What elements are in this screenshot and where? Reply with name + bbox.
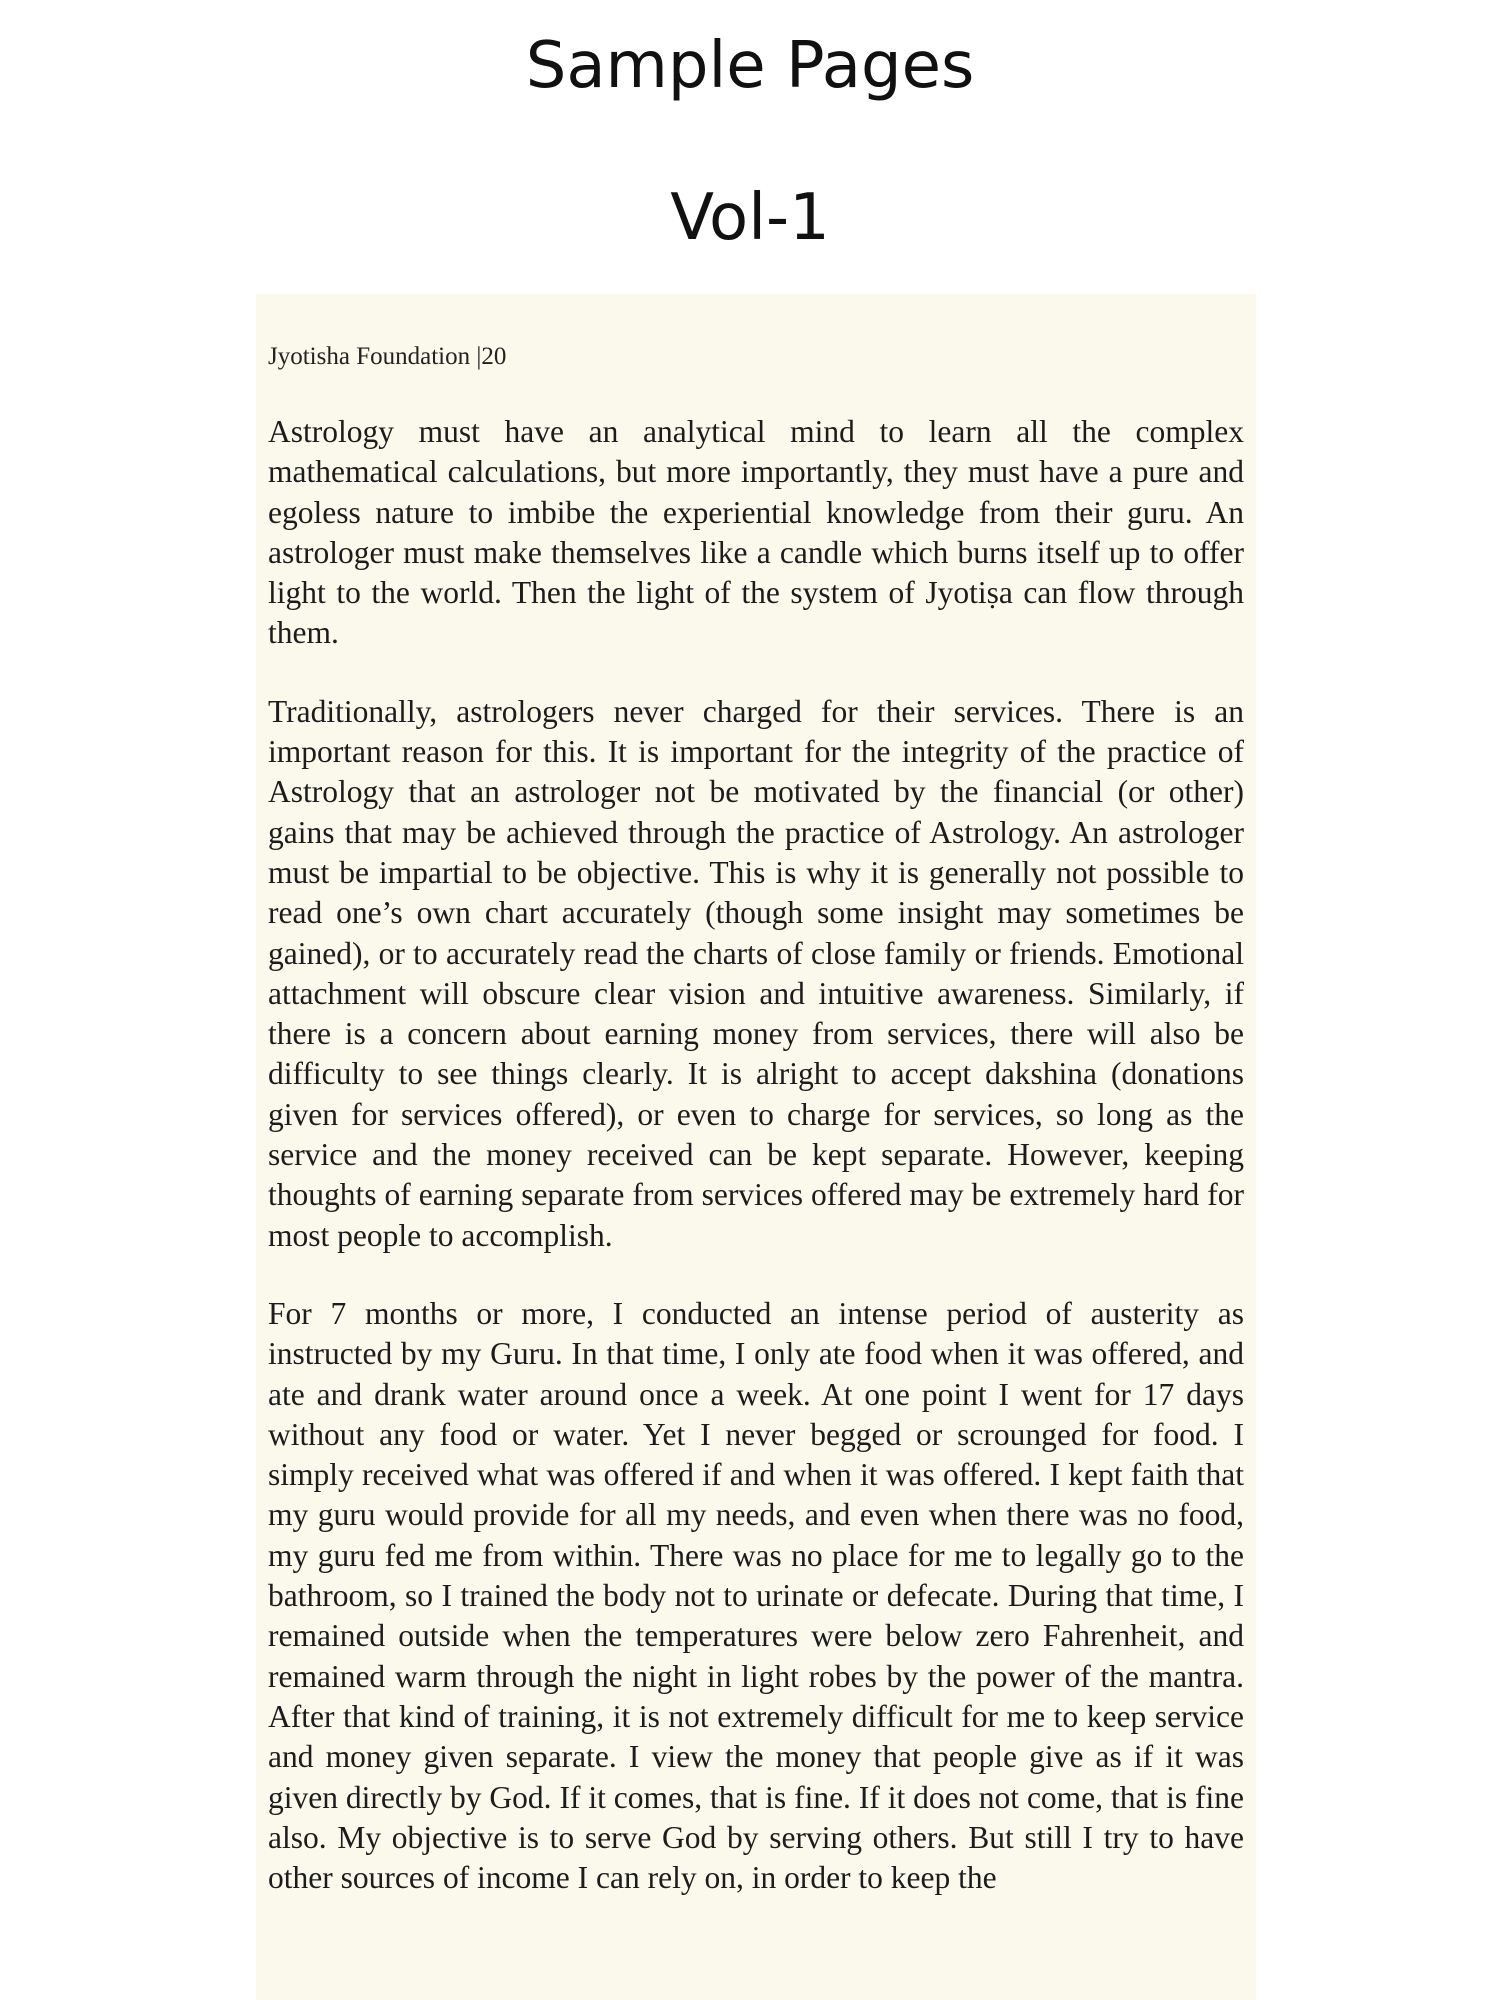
volume-label: Vol-1: [670, 181, 830, 255]
running-head: Jyotisha Foundation |20: [268, 343, 507, 370]
paragraph-3: For 7 months or more, I conducted an intense period of austerity as instructed by my Guru. In that time, I only ate food when it was offered, and ate and drank water around once a week. At one point I went for 17 days without any food or water. Yet I never begged or scrounged for food. I simply received what was offered if and when it was offered. I kept faith that my guru would provide for all my needs, and even when there was no food, my guru fed me from within. There was no place for me to legally go to the bathroom, so I trained the body not to urinate or defecate. During that time, I remained outside when the temperatures were below zero Fahrenheit, and remained warm through the night in light robes by the power of the mantra. After that kind of training, it is not extremely difficult for me to keep service and money given separate. I view the money that people give as if it was given directly by God. If it comes, that is fine. If it does not come, that is fine also. My objective is to serve God by serving others. But still I try to have other sources of income I can rely on, in order to keep the: [268, 1295, 1244, 1896]
paragraph-2: Traditionally, astrologers never charged for their services. There is an important reason for this. It is important for the integrity of the practice of Astrology that an astrologer not be motivated by the financial (or other) gains that may be achieved through the practice of Astrology. An astrologer must be impartial to be objective. This is why it is generally not possible to read one’s own chart accurately (though some insight may sometimes be gained), or to accurately read the charts of close family or friends. Emotional attachment will obscure clear vision and intuitive awareness. Similarly, if there is a concern about earning money from services, there will also be difficulty to see things clearly. It is alright to accept dakshina (donations given for services offered), or even to charge for services, so long as the service and the money received can be kept separate. However, keeping thoughts of earning separate from services offered may be extremely hard for most people to accomplish.: [268, 693, 1244, 1253]
book-page: [256, 294, 1256, 2000]
paragraph-1: Astrology must have an analytical mind to learn all the complex mathematical calculations, but more importantly, they must have a pure and egoless nature to imbibe the experiential knowledge from their guru. An astrologer must make themselves like a candle which burns itself up to offer light to the world. Then the light of the system of Jyotiṣa can flow through them.: [268, 414, 1244, 651]
page-title: Sample Pages: [525, 29, 975, 103]
